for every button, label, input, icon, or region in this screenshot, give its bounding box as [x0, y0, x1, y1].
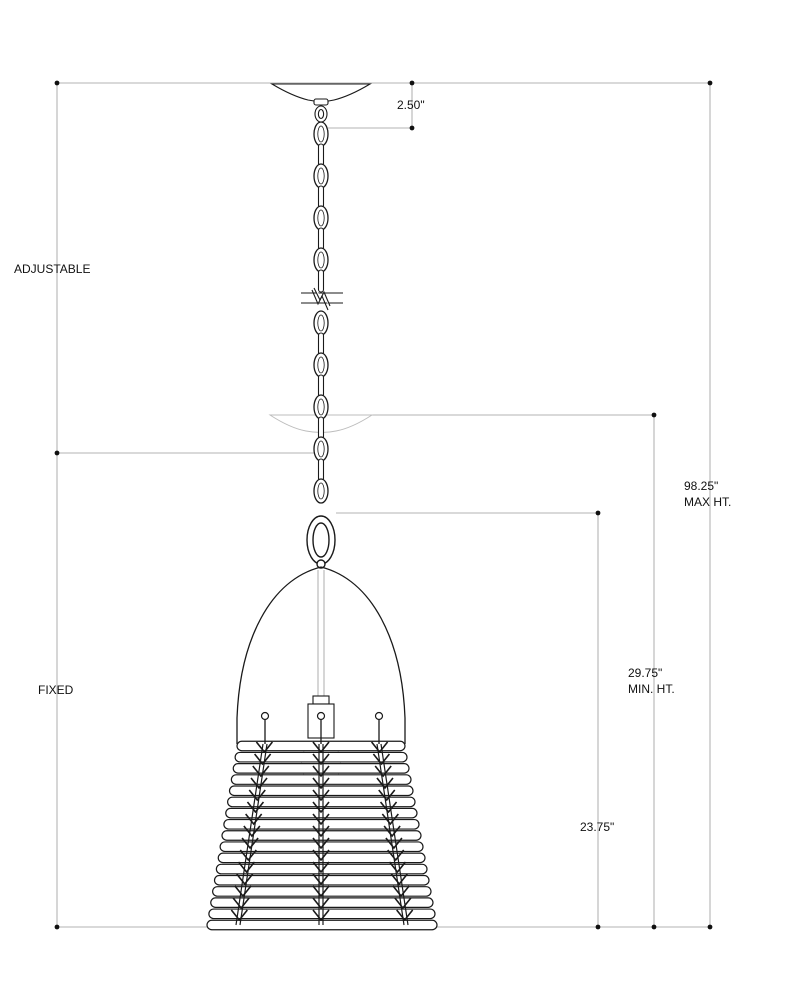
adjustable-label: ADJUSTABLE	[14, 262, 91, 276]
chain-link	[314, 395, 328, 419]
chain	[314, 122, 328, 503]
chain-link	[314, 311, 328, 335]
max-height-value: 98.25"	[684, 479, 719, 493]
body-height-label: 23.75"	[580, 820, 615, 834]
basket-ring	[207, 920, 437, 930]
chain-link	[319, 459, 324, 481]
dimension-point	[708, 925, 713, 930]
chain-link	[319, 186, 324, 208]
dimension-point	[55, 81, 60, 86]
chain-link	[319, 228, 324, 250]
chain-link	[314, 248, 328, 272]
dimension-point	[55, 451, 60, 456]
basket-ring	[209, 909, 435, 919]
dimension-point	[652, 925, 657, 930]
dimension-point	[652, 413, 657, 418]
ceiling-canopy	[272, 84, 370, 122]
shade-arch	[237, 567, 405, 718]
dimension-point	[596, 511, 601, 516]
canopy-height-label: 2.50"	[397, 98, 425, 112]
chain-link	[319, 417, 324, 439]
dimension-point	[55, 925, 60, 930]
chain-link	[314, 122, 328, 146]
chain-link	[319, 144, 324, 166]
chain-link	[314, 164, 328, 188]
chain-link	[314, 437, 328, 461]
dimension-point	[708, 81, 713, 86]
top-loop	[307, 516, 335, 568]
finial	[317, 560, 325, 568]
min-height-value: 29.75"	[628, 666, 663, 680]
center-rod	[318, 570, 324, 700]
chain-link	[314, 479, 328, 503]
chain-link	[314, 353, 328, 377]
max-height-caption: MAX HT.	[684, 495, 732, 509]
fixed-label: FIXED	[38, 683, 74, 697]
chain-link	[319, 375, 324, 397]
chain-link	[319, 333, 324, 355]
chain-link	[314, 206, 328, 230]
chain-link	[319, 270, 324, 292]
min-height-caption: MIN. HT.	[628, 682, 675, 696]
dimension-point	[596, 925, 601, 930]
dimension-point	[410, 81, 415, 86]
dimension-point	[410, 126, 415, 131]
